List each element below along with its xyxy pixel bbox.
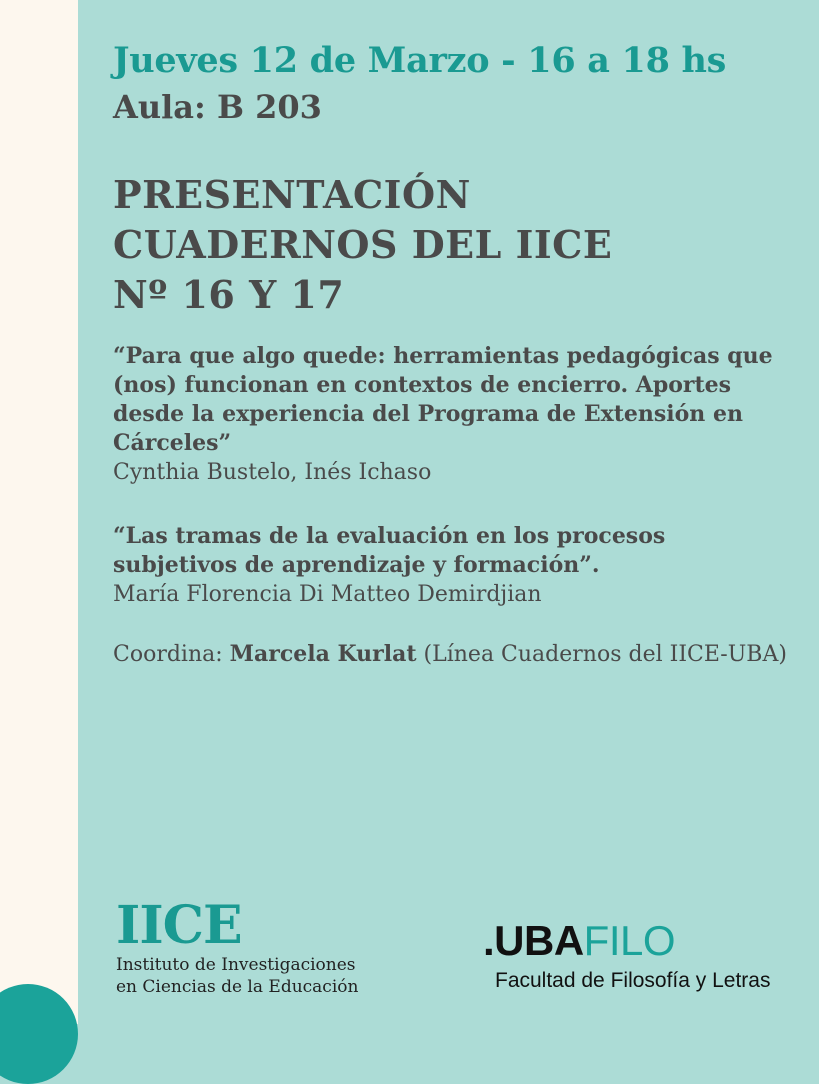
talk-title: “Las tramas de la evaluación en los procesos subjetivos de aprendizaje y formación”. — [113, 523, 666, 578]
left-strip — [0, 0, 78, 1024]
uba-dot: . — [483, 917, 495, 964]
talk-title: “Para que algo quede: herramientas pedagógicas que (nos) funcionan en contextos de encierro. Aportes desde la experiencia del Programa de Extensión en Cárceles” — [113, 343, 773, 456]
iice-name-line: en Ciencias de la Educación — [116, 977, 359, 997]
uba-filo-logo — [483, 918, 770, 994]
talk-1 — [113, 342, 793, 487]
filo-wordmark: FILO — [583, 917, 676, 964]
iice-logo — [116, 895, 359, 998]
talk-authors: María Florencia Di Matteo Demirdjian — [113, 582, 542, 607]
talk-authors: Cynthia Bustelo, Inés Ichaso — [113, 460, 432, 485]
coordinator-name: Marcela Kurlat — [229, 641, 417, 667]
event-date: Jueves 12 de Marzo - 16 a 18 hs — [113, 40, 727, 81]
title-line: PRESENTACIÓN — [113, 172, 471, 217]
page-title — [113, 170, 612, 320]
coordination-label: Coordina: — [113, 642, 223, 667]
uba-filo-mark — [483, 918, 770, 964]
coordination — [113, 640, 793, 669]
title-line: Nº 16 Y 17 — [113, 272, 345, 317]
talk-2 — [113, 522, 793, 609]
event-room: Aula: B 203 — [113, 88, 322, 126]
faculty-name: Facultad de Filosofía y Letras — [495, 969, 771, 992]
iice-name-line: Instituto de Investigaciones — [116, 955, 356, 975]
coordination-detail: (Línea Cuadernos del IICE-UBA) — [423, 642, 787, 667]
title-line: CUADERNOS DEL IICE — [113, 222, 613, 267]
uba-wordmark: UBA — [494, 917, 584, 964]
iice-logo-mark: IICE — [116, 895, 242, 956]
